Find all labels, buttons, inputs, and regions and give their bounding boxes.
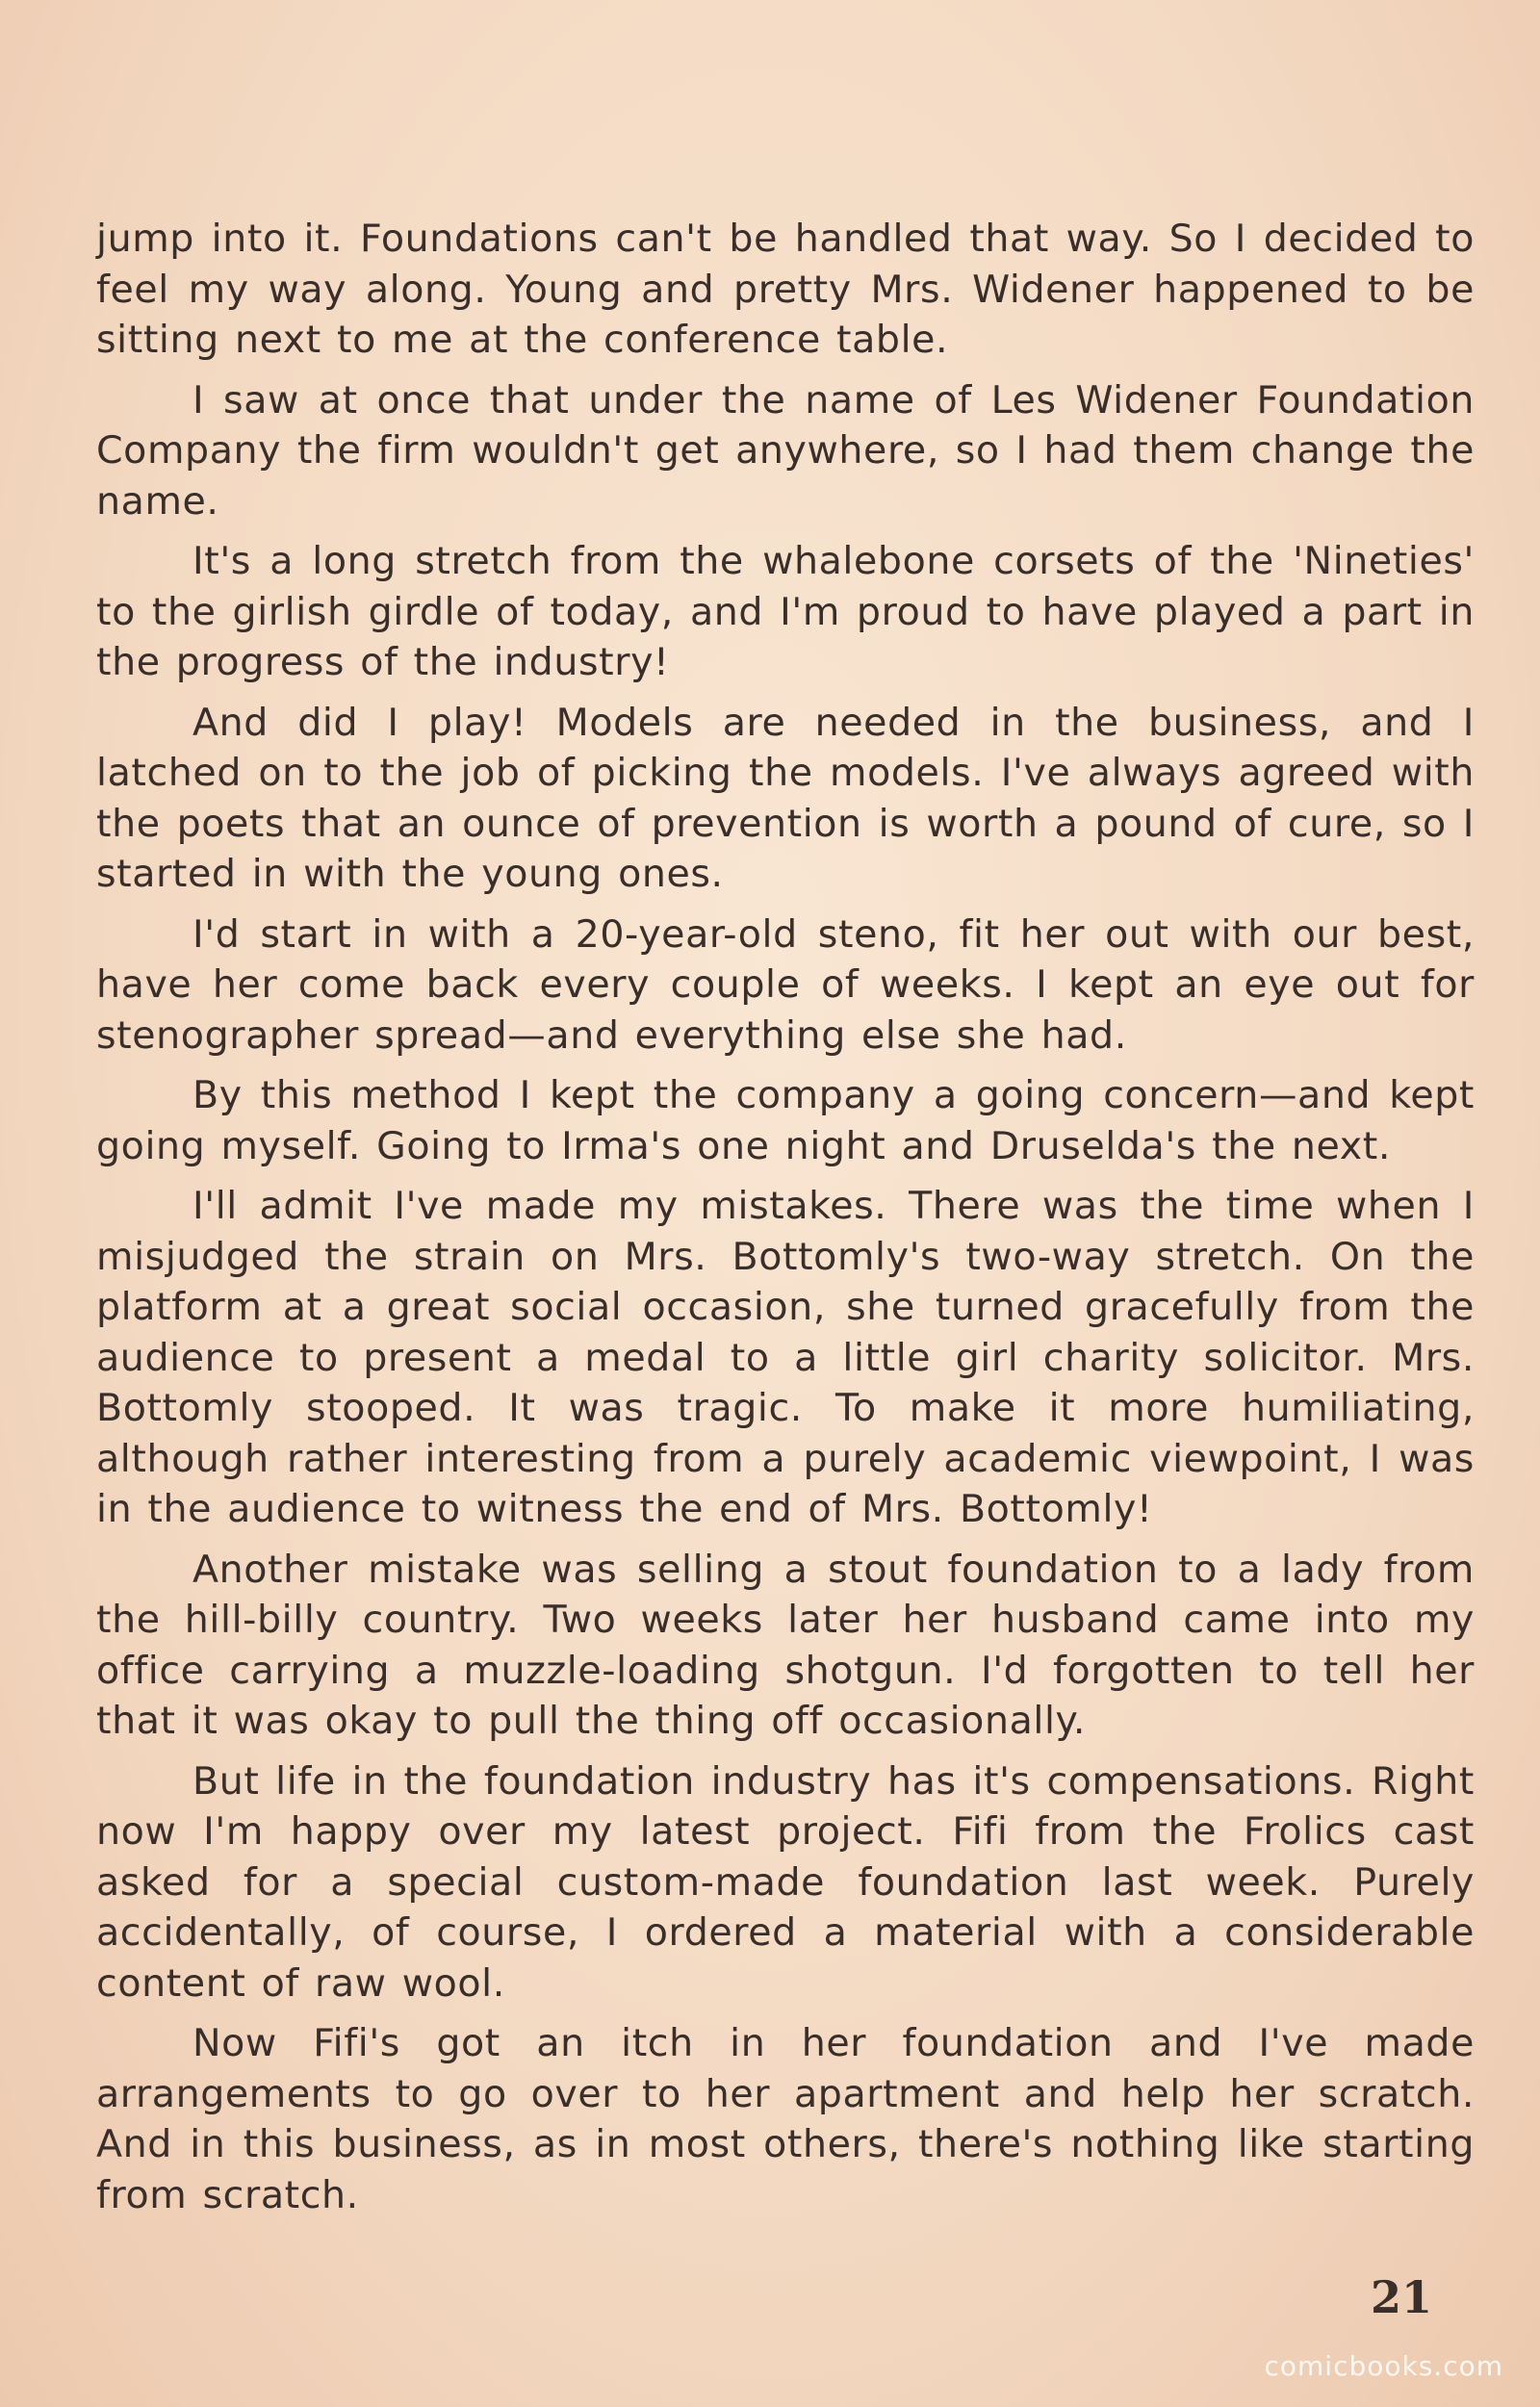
paragraph: I'd start in with a 20-year-old steno, fit her out with our best, have her come back every couple of weeks. I kept an eye out for stenographer spread—and everything else she had. (96, 911, 1475, 1058)
paragraph: But life in the foundation industry has it's compensations. Right now I'm happy over my latest project. Fifi from the Frolics cast asked for a special custom-made foundation last week. Purely accidentally, of course, I ordered a material with a considerable content of raw wool. (96, 1758, 1475, 2006)
paragraph: jump into it. Foundations can't be handled that way. So I decided to feel my way along. Young and pretty Mrs. Widener happened to be sitting next to me at the conference table. (96, 217, 1475, 362)
watermark: comicbooks.com (1264, 2350, 1503, 2382)
page-number: 21 (1370, 2271, 1432, 2323)
paragraph: And did I play! Models are needed in the business, and I latched on to the job of picking the models. I've always agreed with the poets that an ounce of prevention is worth a pound of cure, so I started in with the young ones. (96, 700, 1475, 896)
paragraph: It's a long stretch from the whalebone corsets of the 'Nineties' to the girlish girdle of today, and I'm proud to have played a part in the progress of the industry! (96, 539, 1475, 684)
body-text (96, 214, 1475, 2230)
paragraph: Now Fifi's got an itch in her foundation and I've made arrangements to go over to her apartment and help her scratch. And in this business, as in most others, there's nothing like starting from scratch. (96, 2021, 1475, 2217)
paragraph: Another mistake was selling a stout foundation to a lady from the hill-billy country. Two weeks later her husband came into my office carrying a muzzle-loading shotgun. I'd forgotten to tell her that it was okay to pull the thing off occasionally. (96, 1547, 1475, 1743)
paragraph: I'll admit I've made my mistakes. There was the time when I misjudged the strain on Mrs. Bottomly's two-way stretch. On the platform at a great social occasion, she turned gracefully from the audience to present a medal to a little girl charity solicitor. Mrs. Bottomly stooped. It was tragic. To make it more humiliating, although rather interesting from a purely academic viewpoint, I was in the audience to witness the end of Mrs. Bottomly! (96, 1184, 1475, 1531)
paragraph: I saw at once that under the name of Les Widener Foundation Company the firm wouldn't get anywhere, so I had them change the name. (96, 377, 1475, 524)
paragraph: By this method I kept the company a going concern—and kept going myself. Going to Irma's one night and Druselda's the next. (96, 1073, 1475, 1168)
